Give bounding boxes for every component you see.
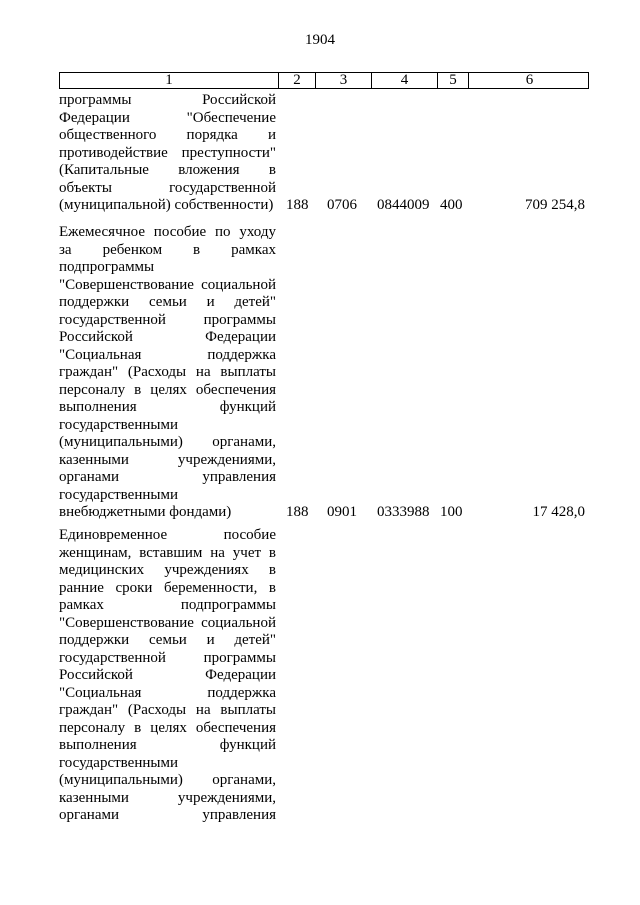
row-text-line: казенными учреждениями, [59,789,276,806]
table-row [59,527,589,825]
row-text-line: "Совершенствование социальной [59,276,276,293]
row-text-line: Российской Федерации [59,667,276,683]
header-col-5: 5 [438,73,469,88]
row-text-line: государственной программы [59,649,276,666]
row-text-line: поддержки семьи и детей" [59,632,276,648]
table-row [59,92,589,215]
header-col-2: 2 [279,73,316,88]
row-text-line: медицинских учреждениях в [59,562,276,578]
row-text-line: (муниципальными) органами, [59,434,276,450]
cell-col-3: 0901 [327,504,357,520]
row-text-line: граждан" (Расходы на выплаты [59,364,276,380]
cell-col-3: 0706 [327,197,357,213]
row-text-line: Российской Федерации [59,329,276,345]
cell-col-6: 709 254,8 [525,197,585,213]
row-text-line: государственными [59,754,178,771]
row-text-line: объекты государственной [59,179,276,196]
row-text-line: "Социальная поддержка [59,346,276,363]
cell-col-5: 400 [440,197,463,213]
row-text-line: программы Российской [59,92,276,108]
cell-col-2: 188 [286,197,309,213]
row-text-line: Единовременное пособие [59,527,276,543]
row-text-line: поддержки семьи и детей" [59,294,276,310]
row-text-line: выполнения функций [59,399,276,415]
table-header [59,72,589,89]
row-text-line: ранние сроки беременности, в [59,579,276,596]
header-col-6: 6 [525,72,534,88]
header-col-4: 4 [372,73,438,88]
cell-col-5: 100 [440,504,463,520]
row-text-line: государственной программы [59,311,276,328]
page-number: 1904 [305,32,335,48]
header-col-3: 3 [316,73,372,88]
cell-col-4: 0844009 [377,197,430,213]
row-text-line: (муниципальной) собственности) [59,197,274,213]
row-text-line: "Социальная поддержка [59,684,276,701]
row-text-line: женщинам, вставшим на учет в [59,544,276,561]
row-text-line: государственными [59,486,178,503]
row-text-line: внебюджетными фондами) [59,504,232,520]
row-text-line: за ребенком в рамках [59,241,276,258]
table-row [59,224,589,522]
row-text-line: Федерации "Обеспечение [59,109,276,126]
cell-col-4: 0333988 [377,504,430,520]
row-text-line: выполнения функций [59,737,276,753]
cell-col-6: 17 428,0 [532,504,585,520]
row-text-line: рамках подпрограммы [59,597,276,613]
header-col-1: 1 [60,73,279,88]
row-text-line: казенными учреждениями, [59,451,276,468]
row-text-line: Ежемесячное пособие по уходу [59,224,276,240]
row-text-line: граждан" (Расходы на выплаты [59,702,276,718]
row-text-line: органами управления [59,469,276,485]
cell-col-2: 188 [286,504,309,520]
row-text-line: общественного порядка и [59,127,276,143]
row-text-line: "Совершенствование социальной [59,614,276,631]
row-text-line: подпрограммы [59,259,155,275]
row-text-line: (Капитальные вложения в [59,162,276,178]
row-text-line: персоналу в целях обеспечения [59,381,276,398]
row-text-line: противодействие преступности" [59,144,276,161]
row-text-line: органами управления [59,807,276,823]
row-text-line: государственными [59,416,178,433]
row-text-line: (муниципальными) органами, [59,772,276,788]
row-text-line: персоналу в целях обеспечения [59,719,276,736]
